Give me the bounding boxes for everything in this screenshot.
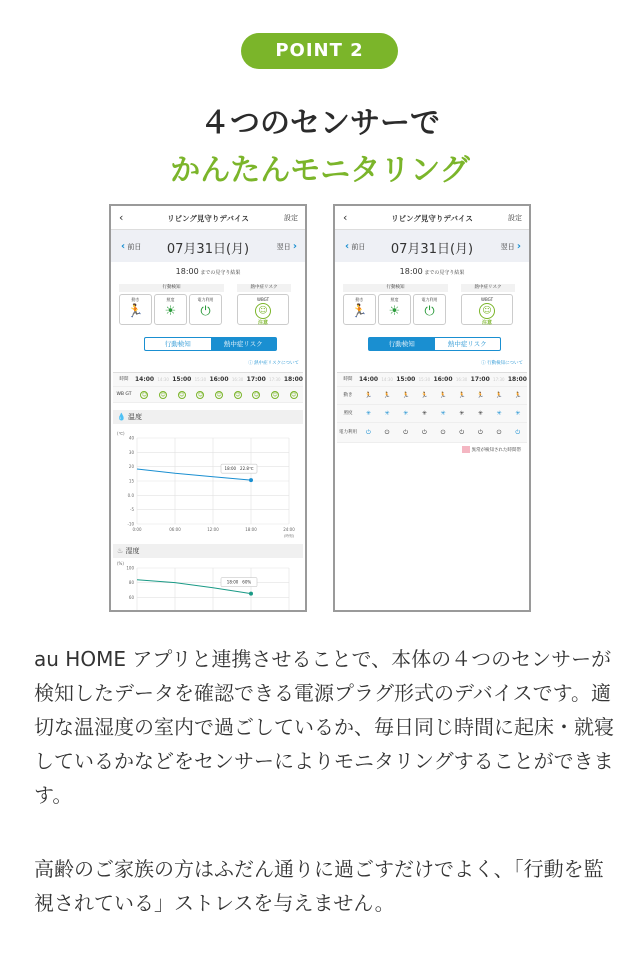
tab-heat-risk[interactable]: 熱中症リスク	[447, 340, 487, 348]
action-section-caption: 行動検知	[343, 284, 448, 292]
running-person-icon: 🏃	[495, 392, 503, 399]
plug-icon: ⏻	[440, 428, 446, 436]
drop-icon: 💧	[117, 413, 126, 421]
time-cell: 14:00	[359, 376, 379, 383]
humidity-title: 湿度	[125, 547, 140, 555]
next-day-button[interactable]	[501, 241, 521, 252]
wbgt-label: WBGT	[480, 297, 494, 302]
x-tick-label: 0:00	[132, 527, 142, 532]
wbgt-row-label: WB GT	[116, 392, 132, 397]
time-row-label: 時間	[343, 377, 353, 382]
motion-label: 動き	[355, 297, 364, 302]
plug-icon: ⏻	[403, 428, 409, 436]
temperature-chart-svg	[113, 424, 307, 542]
result-caption	[335, 267, 529, 276]
time-cell: 14:30	[381, 377, 393, 382]
date-display: 07月31日(月)	[166, 242, 250, 257]
x-tick-label: 24:00	[283, 527, 295, 532]
date-bar	[335, 230, 529, 262]
time-cell: 17:30	[269, 377, 281, 382]
y-tick-label: 20	[128, 464, 134, 470]
time-cell: 14:00	[135, 376, 155, 383]
time-cell: 16:30	[455, 377, 468, 382]
heat-risk-info-link[interactable]: ⓘ 熱中症リスクについて	[248, 361, 299, 366]
data-point-18-00	[249, 592, 253, 596]
sun-icon: ✳	[477, 410, 483, 417]
y-tick-label: 60	[128, 594, 134, 600]
plug-icon: ⏻	[424, 304, 435, 319]
plug-icon: ⏻	[421, 428, 427, 436]
smiley-icon: ☺	[160, 391, 166, 398]
y-tick-label: 40	[128, 435, 134, 441]
point-badge: POINT 2	[241, 33, 398, 69]
temperature-title: 温度	[127, 413, 142, 421]
smiley-icon: ☺	[255, 303, 271, 319]
tab-action[interactable]: 行動検知	[164, 340, 191, 348]
time-row-label: 時間	[119, 377, 129, 382]
heat-risk-info-text: 熱中症リスクについて	[254, 361, 299, 366]
result-text: までの見守り結果	[200, 270, 241, 276]
humidity-chart-header	[113, 544, 303, 558]
time-cell: 16:00	[209, 376, 229, 383]
sun-icon: ✳	[459, 410, 465, 417]
y-axis-unit: (%)	[117, 561, 124, 566]
wbgt-status: 注意	[481, 320, 492, 326]
running-person-icon: 🏃	[513, 392, 522, 399]
motion-row-label: 動き	[343, 393, 353, 398]
heat-section	[237, 284, 291, 330]
smiley-icon: ☺	[216, 391, 222, 398]
y-tick-label: 100	[126, 565, 134, 571]
light-sensor	[378, 294, 411, 325]
description-paragraph-1: au HOME アプリと連携させることで、本体の４つのセンサーが検知したデータを確認できる電源プラグ形式のデバイスです。適切な温湿度の室内で過ごしているか、毎日同じ時間に起床・就寝しているかなどをセンサーによりモニタリングすることができます。	[34, 647, 614, 807]
prev-day-label: 前日	[351, 243, 366, 251]
result-text: までの見守り結果	[424, 270, 465, 276]
legend	[462, 446, 522, 453]
sun-icon: ✳	[421, 410, 427, 417]
wbgt-label: WBGT	[256, 297, 270, 302]
time-cell: 17:00	[470, 376, 490, 383]
chevron-left-icon: ‹	[121, 241, 126, 252]
light-label: 照度	[390, 297, 399, 302]
x-tick-label: 06:00	[169, 527, 181, 532]
action-info-link[interactable]: ⓘ 行動検知について	[481, 361, 523, 366]
tab-action[interactable]: 行動検知	[369, 338, 435, 350]
heat-section-caption: 熱中症リスク	[461, 284, 515, 292]
time-cell: 17:00	[246, 376, 266, 383]
time-cell: 15:30	[194, 377, 207, 382]
hourly-grid	[113, 372, 303, 403]
power-row-label: 電力利用	[339, 430, 357, 435]
heat-section	[461, 284, 515, 330]
time-cell: 18:00	[507, 376, 527, 383]
y-tick-label: 40	[128, 609, 134, 612]
heat-section-caption: 熱中症リスク	[237, 284, 291, 292]
power-sensor	[413, 294, 446, 325]
action-section	[119, 284, 224, 330]
next-day-label: 翌日	[276, 243, 291, 251]
motion-sensor	[119, 294, 152, 325]
sun-icon: ✳	[515, 410, 521, 417]
smiley-icon: ☺	[141, 391, 147, 398]
running-person-icon: 🏃	[476, 392, 485, 399]
date-bar	[111, 230, 305, 262]
running-person-icon: 🏃	[383, 392, 391, 399]
chevron-right-icon: ›	[516, 241, 521, 252]
motion-label: 動き	[131, 297, 140, 302]
y-tick-label: -10	[127, 521, 134, 527]
running-person-icon: 🏃	[457, 392, 466, 399]
chevron-right-icon: ›	[292, 241, 297, 252]
phone-screenshot-heat-risk	[109, 204, 307, 612]
chevron-left-icon: ‹	[345, 241, 350, 252]
date-display: 07月31日(月)	[390, 242, 474, 257]
sun-icon: ✳	[496, 410, 502, 417]
sun-icon: ✳	[365, 410, 371, 417]
view-toggle	[144, 337, 277, 351]
next-day-label: 翌日	[500, 243, 515, 251]
settings-button[interactable]: 設定	[508, 214, 522, 222]
temperature-chart	[113, 410, 303, 544]
value-tooltip-label: 18:00 60%	[226, 579, 252, 585]
app-bar	[335, 206, 529, 230]
smiley-icon: ☺	[479, 303, 495, 319]
smiley-icon: ☺	[272, 391, 278, 398]
result-caption	[111, 267, 305, 276]
action-section-caption: 行動検知	[119, 284, 224, 292]
hourly-grid	[337, 372, 527, 443]
action-info-text: 行動検知について	[487, 361, 523, 366]
y-tick-label: 30	[128, 449, 134, 455]
y-tick-label: 80	[128, 580, 134, 586]
app-title: リビング見守りデバイス	[167, 214, 249, 223]
smiley-icon: ☺	[179, 391, 185, 398]
humidity-chart-svg	[113, 558, 307, 612]
temperature-chart-header	[113, 410, 303, 424]
humidity-icon: ♨	[117, 547, 124, 555]
sun-icon: ✳	[403, 410, 409, 417]
wbgt-row	[113, 387, 303, 403]
back-chevron-icon[interactable]: ‹	[119, 211, 124, 224]
wbgt-sensor	[461, 294, 513, 325]
time-cell: 16:00	[433, 376, 453, 383]
app-bar	[111, 206, 305, 230]
heading-line-1: ４つのセンサーで	[200, 106, 440, 141]
humidity-chart	[113, 544, 303, 612]
x-tick-label: 18:00	[245, 527, 257, 532]
light-row-label: 照度	[343, 411, 353, 416]
time-cell: 14:30	[157, 377, 169, 382]
legend-text: 異常が検知された時間帯	[471, 448, 521, 453]
time-row	[337, 373, 527, 387]
next-day-button[interactable]	[277, 241, 297, 252]
time-row	[113, 373, 303, 387]
y-tick-label: 15	[128, 478, 134, 484]
plug-icon: ⏻	[459, 428, 465, 436]
light-row	[337, 405, 527, 423]
phone-screenshot-action	[333, 204, 531, 612]
running-person-icon: 🏃	[439, 392, 447, 399]
heading-line-2: かんたんモニタリング	[170, 153, 470, 188]
running-person-icon: 🏃	[401, 392, 410, 399]
running-person-icon: 🏃	[127, 304, 144, 319]
sun-icon: ✳	[440, 410, 446, 417]
wbgt-status: 注意	[257, 320, 268, 326]
light-label: 照度	[166, 297, 175, 302]
plug-icon: ⏻	[384, 428, 390, 436]
x-axis-unit: (時刻)	[284, 534, 294, 538]
plug-icon: ⏻	[496, 428, 502, 436]
smiley-icon: ☺	[235, 391, 241, 398]
power-sensor	[189, 294, 222, 325]
time-cell: 18:00	[283, 376, 303, 383]
sun-icon: ☀	[388, 304, 401, 319]
plug-icon: ⏻	[515, 428, 521, 436]
data-point-18-00	[249, 478, 253, 482]
smiley-icon: ☺	[197, 391, 203, 398]
power-label: 電力利用	[197, 297, 214, 302]
time-cell: 15:30	[418, 377, 431, 382]
time-cell: 17:30	[493, 377, 505, 382]
wbgt-sensor	[237, 294, 289, 325]
back-chevron-icon[interactable]: ‹	[343, 211, 348, 224]
y-tick-label: -5	[130, 507, 134, 513]
action-section	[343, 284, 448, 330]
description-paragraph-2: 高齢のご家族の方はふだん通りに過ごすだけでよく、「行動を監視されている」ストレスを与えません。	[34, 857, 604, 915]
light-sensor	[154, 294, 187, 325]
running-person-icon: 🏃	[351, 304, 368, 319]
plug-icon: ⏻	[365, 428, 371, 436]
time-cell: 15:00	[396, 376, 416, 383]
running-person-icon: 🏃	[420, 392, 429, 399]
view-toggle	[368, 337, 501, 351]
x-tick-label: 12:00	[207, 527, 219, 532]
smiley-icon: ☺	[291, 391, 297, 398]
tab-heat-risk[interactable]: 熱中症リスク	[211, 338, 277, 350]
y-tick-label: 0.0	[127, 492, 134, 498]
legend-swatch	[462, 446, 470, 453]
y-axis-unit: (℃)	[117, 431, 125, 436]
sun-icon: ✳	[384, 410, 390, 417]
plug-icon: ⏻	[477, 428, 483, 436]
time-cell: 16:30	[231, 377, 244, 382]
result-time: 18:00	[399, 267, 423, 276]
motion-row	[337, 387, 527, 405]
power-label: 電力利用	[421, 297, 438, 302]
value-tooltip-label: 18:00 22.8℃	[224, 466, 254, 472]
app-title: リビング見守りデバイス	[391, 214, 473, 223]
smiley-icon: ☺	[253, 391, 259, 398]
settings-button[interactable]: 設定	[284, 214, 298, 222]
prev-day-label: 前日	[127, 243, 142, 251]
time-cell: 15:00	[172, 376, 192, 383]
power-row	[337, 423, 527, 443]
motion-sensor	[343, 294, 376, 325]
sun-icon: ☀	[164, 304, 177, 319]
plug-icon: ⏻	[200, 304, 211, 319]
result-time: 18:00	[175, 267, 199, 276]
running-person-icon: 🏃	[364, 392, 373, 399]
